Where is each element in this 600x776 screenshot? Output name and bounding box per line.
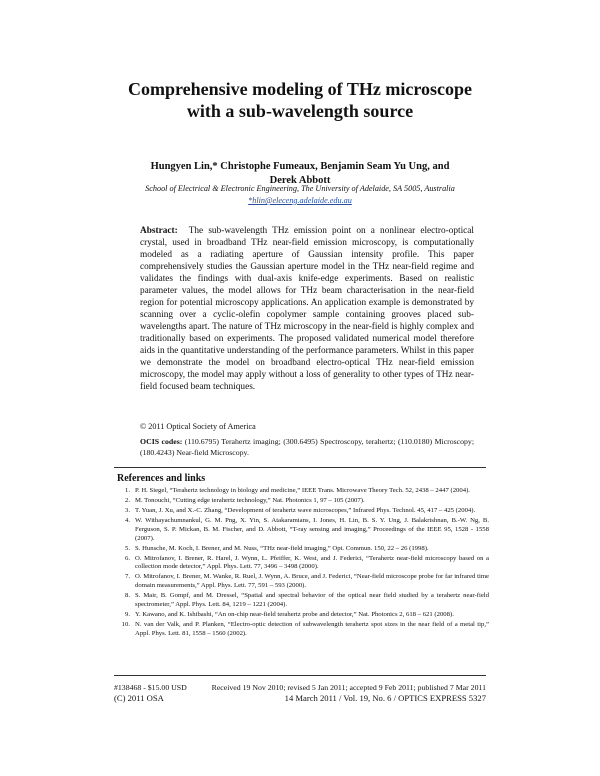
reference-item [117, 611, 489, 620]
ocis-label: OCIS codes: [140, 437, 183, 446]
reference-item [117, 545, 489, 554]
abstract-text: The sub-wavelength THz emission point on a nonlinear electro-optical crystal, used in broadband THz near-field emission microscopy, is computationally modeled as a radiating aperture of Gaussian intensity profile. This paper comprehensively studies the Gaussian aperture model in the THz near-field regime and validates the findings with dual-axis knife-edge experiments. Based on realistic parameter values, the model allows for THz beam characterisation in the near-field region for potential microscopy applications. An application example is demonstrated by scanning over a cyclic-olefin copolymer sample containing grooves placed sub-wavelengths apart. The nature of THz microscopy in the near-field is highly complex and traditionally based on experiments. The proposed validated numerical model therefore aids in the quantitative understanding of the performance parameters. Whilst in this paper we demonstrate the model on broadband electro-optical THz near-field emission microscopy, the model may apply without a loss of generality to other types of THz near-field focused beam techniques. [140, 226, 475, 392]
footer-journal: 14 March 2011 / Vol. 19, No. 6 / OPTICS EXPRESS 5327 [284, 693, 486, 703]
footer-divider [114, 675, 486, 676]
reference-item [117, 573, 489, 591]
reference-list [117, 487, 489, 640]
footer-row-2 [114, 693, 486, 703]
ocis-codes [140, 436, 474, 458]
reference-item [117, 507, 489, 516]
reference-text: O. Mitrofanov, I. Brener, R. Harel, J. Wynn, L. Pfeiffer, K. West, and J. Federici, “Terahertz near-field microscopy based on a collection mode detector,” Appl. Phys. Lett. 77, 3496 – 3498 (2000). [135, 554, 489, 571]
section-divider [114, 467, 486, 468]
references-heading: References and links [117, 473, 206, 484]
reference-number: 1. [124, 487, 130, 494]
footer-copyright: (C) 2011 OSA [114, 693, 164, 703]
reference-text: O. Mitrofanov, I. Brener, M. Wanke, R. Ruel, J. Wynn, A. Bruce, and J. Federici, “Near-field microscope probe for far infrared time domain measurements,” Appl. Phys. Lett. 77, 591 – 593 (2000). [135, 573, 489, 590]
reference-item [117, 592, 489, 610]
reference-item [117, 497, 489, 506]
abstract [140, 225, 474, 393]
reference-number: 8. [124, 592, 130, 600]
reference-text: M. Tonouchi, “Cutting edge terahertz technology,” Nat. Photonics 1, 97 – 105 (2007). [135, 496, 365, 504]
reference-text: Y. Kawano, and K. Ishibashi, “An on-chip near-field terahertz probe and detector,” Nat. Photonics 2, 618 – 621 (2008). [135, 610, 454, 618]
reference-number: 2. [124, 496, 130, 504]
author-email-link[interactable]: *hlin@eleceng.adelaide.edu.au [248, 196, 352, 205]
affiliation: School of Electrical & Electronic Engineering, The University of Adelaide, SA 5005, Australia [145, 184, 455, 193]
footer-row-1 [114, 683, 486, 693]
copyright-line: © 2011 Optical Society of America [140, 422, 256, 431]
reference-text: S. Hunsche, M. Koch, I. Brener, and M. Nuss, “THz near-field imaging,” Opt. Commun. 150, 22 – 26 (1998). [135, 544, 429, 552]
reference-number: 3. [124, 506, 130, 514]
footer-received: Received 19 Nov 2010; revised 5 Jan 2011; accepted 9 Feb 2011; published 7 Mar 2011 [211, 683, 486, 692]
reference-number: 4. [124, 516, 130, 524]
reference-text: W. Withayachumnankul, G. M. Png, X. Yin, S. Atakaramians, I. Jones, H. Lin, B. S. Y. Ung, J. Balakrishnan, B.-W. Ng, B. Ferguson, S. P. Mickan, B. M. Fischer, and D. Abbott, “T-ray sensing and imaging,” Proceedings of the IEEE 95, 1528 - 1558 (2007). [135, 516, 489, 542]
page-footer [114, 683, 486, 703]
reference-item [117, 621, 489, 639]
reference-number: 5. [124, 544, 130, 552]
reference-text: N. van der Valk, and P. Planken, “Electro-optic detection of subwavelength terahertz spot sizes in the near field of a metal tip,” Appl. Phys. Lett. 81, 1558 – 1560 (2002). [135, 620, 489, 637]
reference-text: P. H. Siegel, “Terahertz technology in biology and medicine,” IEEE Trans. Microwave Theory Tech. 52, 2438 – 2447 (2004). [135, 487, 470, 494]
reference-number: 10. [121, 620, 130, 628]
reference-item [117, 555, 489, 573]
reference-number: 6. [124, 554, 130, 562]
footer-doc-id: #138468 - $15.00 USD [114, 683, 187, 692]
reference-text: T. Yuan, J. Xu, and X.-C. Zhang, “Development of terahertz wave microscopes,” Infrared Phys. Technol. 45, 417 – 425 (2004). [135, 506, 476, 514]
reference-number: 7. [124, 573, 130, 581]
reference-item [117, 517, 489, 543]
ocis-text: (110.6795) Terahertz imaging; (300.6495) Spectroscopy, terahertz; (110.0180) Microscopy; (180.4243) Near-field Microscopy. [140, 437, 474, 457]
reference-item [117, 487, 489, 496]
reference-number: 9. [124, 610, 130, 618]
author-list: Hungyen Lin,* Christophe Fumeaux, Benjamin Seam Yu Ung, and Derek Abbott [150, 161, 450, 186]
abstract-label: Abstract: [140, 226, 178, 236]
reference-text: S. Mair, B. Gompf, and M. Dressel, “Spatial and spectral behavior of the optical near field studied by a terahertz near-field spectrometer,” Appl. Phys. Lett. 84, 1219 – 1221 (2004). [135, 592, 489, 608]
paper-title: Comprehensive modeling of THz microscope with a sub-wavelength source [128, 79, 472, 121]
